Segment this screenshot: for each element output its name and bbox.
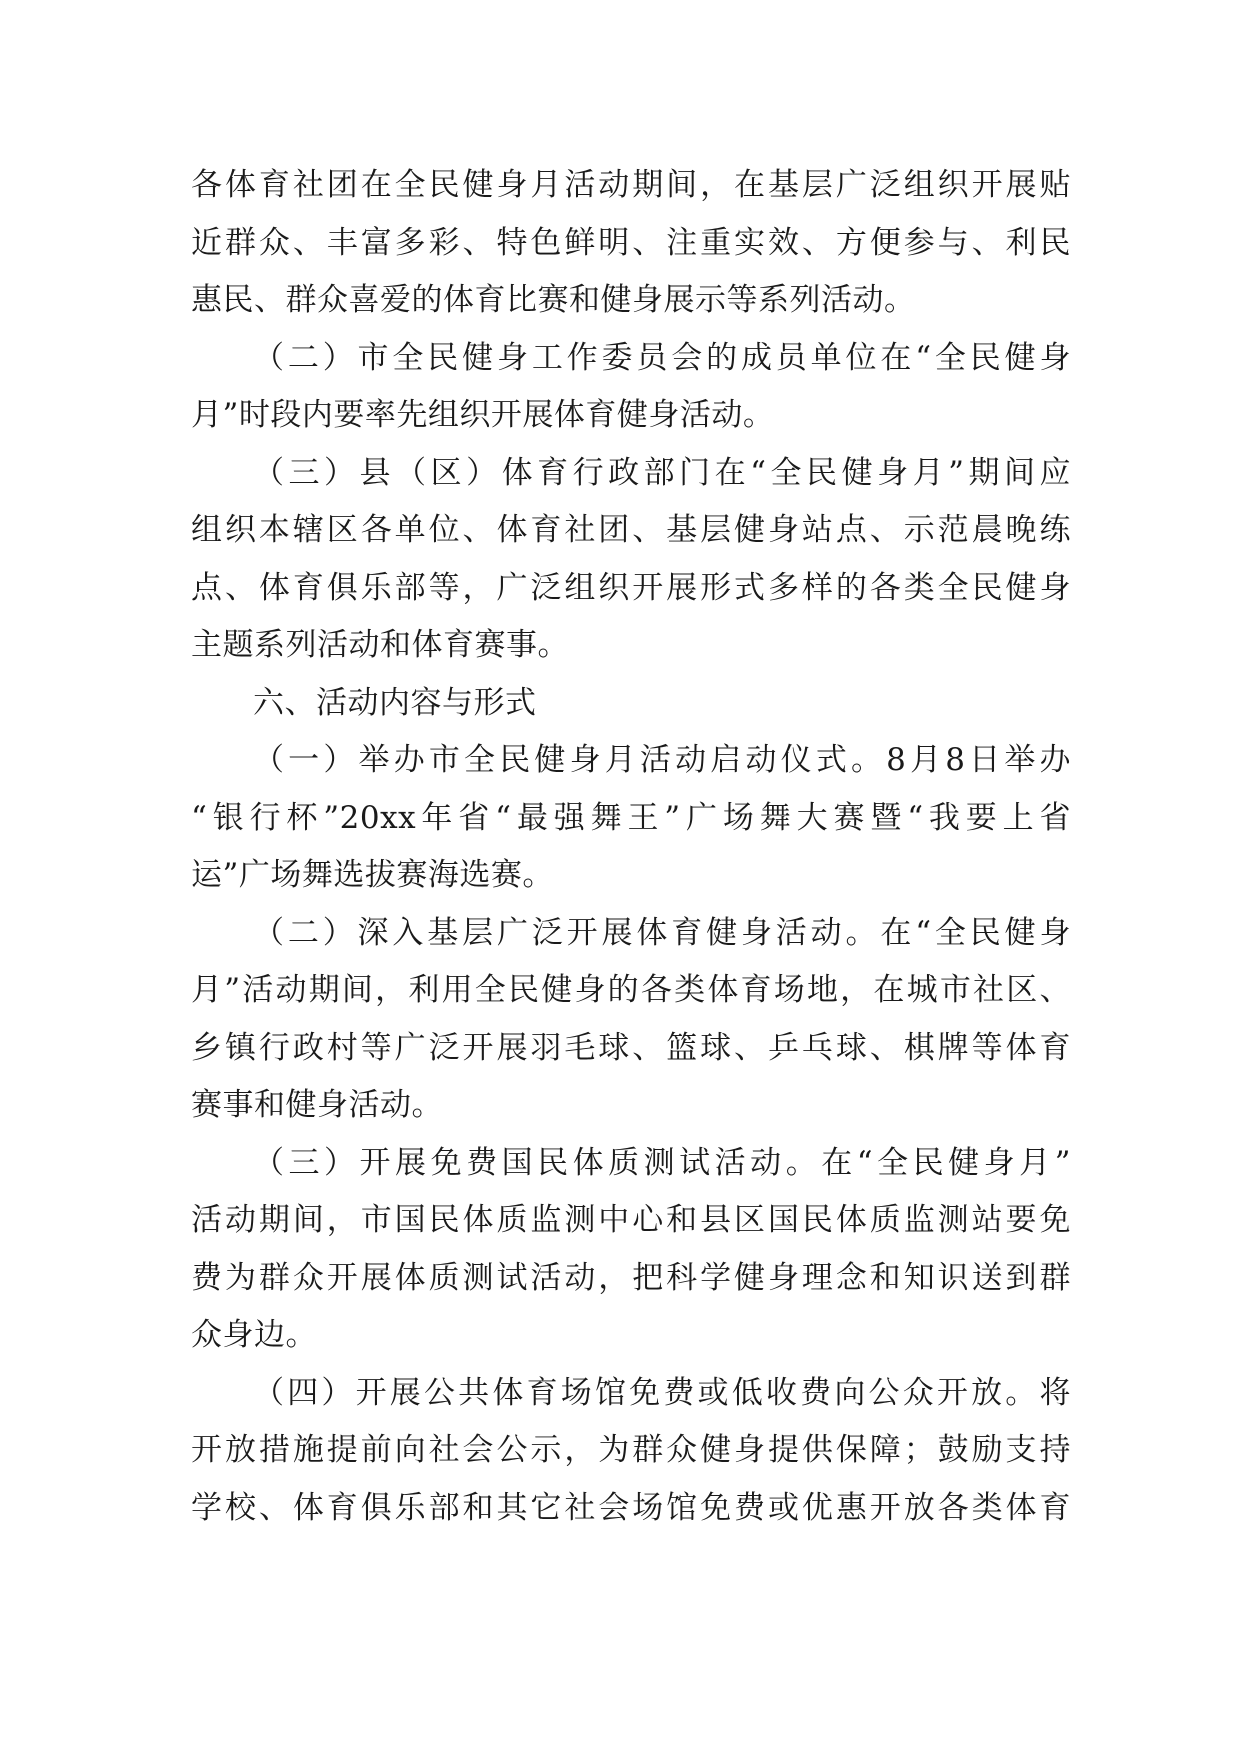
text-line: 开放措施提前向社会公示，为群众健身提供保障；鼓励支持	[191, 1432, 1071, 1468]
text-line: 惠民、群众喜爱的体育比赛和健身展示等系列活动。	[191, 282, 916, 318]
text-line: “银行杯”20xx年省“最强舞王”广场舞大赛暨“我要上省	[191, 799, 1071, 836]
text-line: 主题系列活动和体育赛事。	[191, 627, 569, 663]
text-line: 月”时段内要率先组织开展体育健身活动。	[191, 397, 775, 433]
text-line: （三）县（区）体育行政部门在“全民健身月”期间应	[253, 454, 1071, 491]
text-line: 赛事和健身活动。	[191, 1087, 443, 1123]
text-line: 学校、体育俱乐部和其它社会场馆免费或优惠开放各类体育	[191, 1489, 1071, 1526]
document-body	[191, 157, 1071, 1537]
text-line: 费为群众开展体质测试活动，把科学健身理念和知识送到群	[191, 1259, 1071, 1296]
text-line: 月”活动期间，利用全民健身的各类体育场地，在城市社区、	[191, 972, 1071, 1008]
paragraph-3	[191, 445, 1071, 675]
text-line: 众身边。	[191, 1317, 317, 1353]
text-line: （一）举办市全民健身月活动启动仪式。8月8日举办	[253, 742, 1071, 778]
paragraph-7	[191, 1135, 1071, 1365]
section-heading	[191, 675, 1071, 733]
paragraph-2	[191, 330, 1071, 445]
text-line: 运”广场舞选拔赛海选赛。	[191, 857, 554, 893]
paragraph-1	[191, 157, 1071, 330]
paragraph-5	[191, 732, 1071, 905]
paragraph-6	[191, 905, 1071, 1135]
text-line: 点、体育俱乐部等，广泛组织开展形式多样的各类全民健身	[191, 569, 1071, 606]
text-line: 乡镇行政村等广泛开展羽毛球、篮球、乒乓球、棋牌等体育	[191, 1029, 1071, 1066]
text-line: （三）开展免费国民体质测试活动。在“全民健身月”	[253, 1144, 1071, 1181]
heading-text: 六、活动内容与形式	[253, 684, 537, 721]
text-line: 组织本辖区各单位、体育社团、基层健身站点、示范晨晚练	[191, 512, 1071, 548]
text-line: （二）深入基层广泛开展体育健身活动。在“全民健身	[253, 914, 1071, 951]
paragraph-8	[191, 1365, 1071, 1538]
text-line: 近群众、丰富多彩、特色鲜明、注重实效、方便参与、利民	[191, 224, 1071, 261]
text-line: （二）市全民健身工作委员会的成员单位在“全民健身	[253, 339, 1071, 376]
text-line: 各体育社团在全民健身月活动期间，在基层广泛组织开展贴	[191, 167, 1071, 203]
text-line: 活动期间，市国民体质监测中心和县区国民体质监测站要免	[191, 1202, 1071, 1238]
text-line: （四）开展公共体育场馆免费或低收费向公众开放。将	[253, 1374, 1071, 1411]
